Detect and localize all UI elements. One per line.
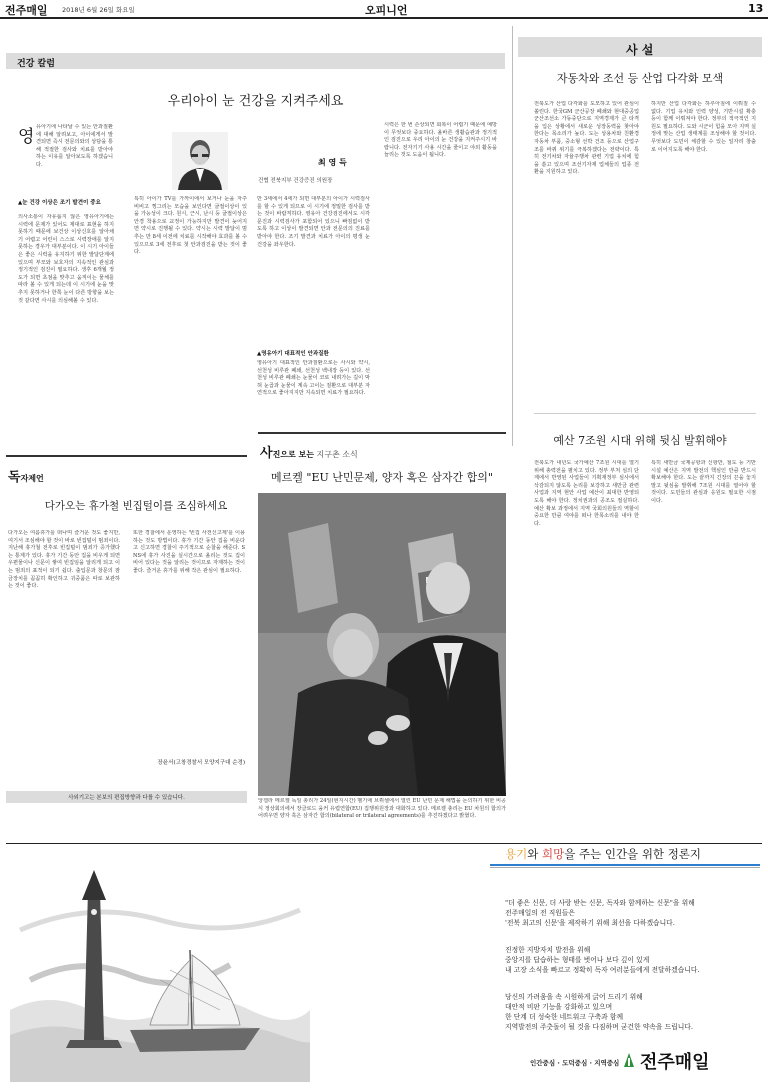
health-column-lead: 유아기에 나타날 수 있는 안과질환에 대해 알려보고, 아이에게서 발견되면 즉시 전문의와의 상담을 통해 적절한 검사와 치료를 받아야 하는 이유를 알아보도록 하겠습니다. [36, 124, 113, 168]
health-column-body-5: 시력은 한 번 손상되면 회복이 어렵기 때문에 예방이 무엇보다 중요하다. 올바른 생활습관과 정기적인 검진으로 우리 아이의 눈 건강을 지켜주시기 바랍니다. 전자기기 사용 시간을 줄이고 야외 활동을 늘리는 것도 도움이 됩니다. [384, 122, 497, 159]
campaign-p2-line-2: 중앙지를 답습하는 형태를 벗어나 보다 깊이 있게 [505, 956, 650, 964]
editorial-title-2: 예산 7조원 시대 위해 뒷심 발휘해야 [553, 434, 727, 447]
campaign-title-hui: 희망 [541, 847, 565, 861]
health-column-label: 건강 칼럼 [17, 59, 55, 69]
campaign-title-yong: 용기 [505, 847, 528, 861]
health-column-dropcap: 영 [18, 127, 35, 147]
dokja-top-rule [6, 455, 247, 457]
dokja-title: 다가오는 휴가철 빈집털이를 조심하세요 [44, 500, 228, 512]
editorial-2-col-1: 전북도가 내년도 국가예산 7조원 시대를 열기 위해 총력전을 펼치고 있다. 정부 부처 심의 단계에서 반영된 사업들이 기획재정부 심사에서 삭감되지 않도록 논리를 보강하고 새만금 관련 사업과 지역 현안 사업 예산이 최대한 반영되도록 해야 한다. 정치권과의 공조도 절실하다. 예산 확보 과정에서 지역 국회의원들의 역할이 중요한 만큼 여야를 떠나 한목소리를 내야 한다. [534, 460, 639, 527]
masthead [0, 0, 768, 16]
health-column-author: 최 영 득 [318, 158, 347, 167]
photo-label-big: 사 [260, 446, 273, 461]
masthead-paper-name: 전주매일 [5, 4, 48, 17]
author-photo [172, 132, 228, 190]
photo-news-title: 메르켈 "EU 난민문제, 양자 혹은 삼자간 합의" [271, 471, 493, 484]
editorial-1-col-2: 하지만 산업 다각화는 하루아침에 이뤄질 수 없다. 기업 유치와 인력 양성, 기반시설 확충 등이 함께 이뤄져야 한다. 정부의 적극적인 지원도 필요하다. 도와 시군이 힘을 모아 지역 실정에 맞는 산업 생태계를 조성해야 할 것이다. 무엇보다 도민이 체감할 수 있는 일자리 창출로 이어지도록 해야 한다. [651, 101, 756, 153]
news-photo [258, 493, 506, 796]
editorial-2-col-2: 특히 새만금 국제공항과 신항만, 철도 등 기반시설 예산은 지역 발전의 핵심인 만큼 반드시 확보해야 한다. 도는 끝까지 긴장의 끈을 놓지 말고 뒷심을 발휘해 7조원 시대를 열어야 할 것이다. 도민들의 관심과 응원도 필요한 시점이다. [651, 460, 756, 504]
dokja-label-big: 독 [8, 470, 21, 485]
campaign-slogan: 인간중심 · 도덕중심 · 지역중심 [530, 1059, 620, 1067]
editorial-divider [512, 26, 513, 446]
campaign-p1-line-3: '전북 최고의 신문'을 제작하기 위해 최선을 다하겠습니다. [505, 919, 675, 927]
editorial-label: 사 설 [626, 43, 654, 57]
photo-news-heading [260, 442, 358, 461]
campaign-paragraph-1 [505, 898, 695, 928]
campaign-paragraph-2 [505, 945, 700, 975]
campaign-p3-line-4: 지역발전의 주춧돌이 될 것을 다짐하며 굳건한 약속을 드립니다. [505, 1023, 693, 1031]
editorial-1-col-1: 전북도가 산업 다각화를 도모하고 있어 관심이 쏠린다. 한국GM 군산공장 폐쇄와 현대중공업 군산조선소 가동중단으로 지역경제가 큰 타격을 입은 상황에서 새로운 성장동력을 찾아야 한다는 목소리가 높다. 도는 상용차와 친환경 자동차 부품, 중소형 선박 건조 등으로 산업구조를 바꿔 위기를 극복하겠다는 전략이다. 특히 전기차와 자율주행차 관련 기업 유치에 힘을 쏟고 있으며 조선기자재 업체들의 업종 전환을 지원하고 있다. [534, 101, 639, 176]
campaign-top-rule [6, 843, 762, 844]
dokja-col-2: 또한 경찰에서 운영하는 '빈집 사전신고제'를 이용하는 것도 방법이다. 휴가 기간 동안 집을 비운다고 신고하면 경찰이 주기적으로 순찰을 해준다. SNS에 휴가 사진을 실시간으로 올리는 것도 집이 비어 있다는 것을 알리는 것이므로 자제하는 것이 좋다. 즐거운 휴가를 위해 작은 관심이 필요하다. [133, 530, 245, 574]
masthead-rule [0, 17, 768, 19]
health-column-body-1: 의사소통이 자유롭지 않은 영유아기에는 시력에 문제가 있어도 제대로 표현을 하지 못하기 때문에 보건상 이상신호를 알아채기 어렵고 어린이 스스로 시력장애를 알지 못하는 경우가 대부분이다. 이 시기 아이들은 좋은 시력을 유지하기 위한 발달단계에 있으며 부모와 보호자의 지속적인 관심과 정기적인 검진이 필요하다. 생후 6개월 정도가 되면 초점을 맞추고 움직이는 물체를 따라 볼 수 있게 되는데 이 시기에 눈을 맞추지 못하거나 한쪽 눈이 다른 방향을 보는 것 같다면 사시를 의심해볼 수 있다. [18, 214, 114, 304]
campaign-title-rest: 을 주는 인간을 위한 정론지 [564, 847, 702, 861]
campaign-p1-line-1: "더 좋은 신문, 더 사랑 받는 신문, 독자와 함께하는 신문"을 위해 [505, 899, 695, 907]
campaign-paragraph-3 [505, 992, 693, 1032]
campaign-title-rule-gray [490, 867, 760, 868]
dokja-label-rest: 자제언 [20, 473, 44, 483]
dokja-col-1: 다가오는 여름휴가를 떠나며 즐거운 것도 좋지만, 여기서 조심해야 할 것이 바로 빈집털이 범죄이다. 지난해 휴가철 전후로 빈집털이 범죄가 증가했다는 통계가 있다. 휴가 기간 동안 집을 비우게 되면 우편물이나 신문이 쌓여 빈집임을 알리게 되고 이는 범죄의 표적이 되기 쉽다. 출입문과 창문의 잠금장치를 꼼꼼히 확인하고 귀중품은 따로 보관하는 것이 좋다. [8, 530, 120, 590]
campaign-title [505, 846, 701, 862]
editorial-rule [534, 413, 756, 414]
campaign-illustration [10, 860, 310, 1082]
campaign-p2-line-1: 진정한 지방자치 발전을 위해 [505, 946, 591, 954]
dokja-byline: 장윤서(고창경찰서 모양지구대 순경) [157, 760, 245, 766]
health-column-title: 우리아이 눈 건강을 지켜주세요 [167, 94, 344, 109]
campaign-p2-line-3: 내 고장 소식을 빠르고 정확히 독자 여러분들에게 전달하겠습니다. [505, 966, 700, 974]
dokja-footer: 사외기고는 본보의 편집방향과 다를 수 있습니다. [68, 795, 185, 801]
campaign-p3-line-2: 대안적 비판 기능을 강화하고 있으며 [505, 1003, 613, 1011]
health-column-subhead-1: ▲눈 건강 이상은 조기 발견이 중요 [18, 200, 101, 206]
photo-top-rule [258, 432, 506, 434]
photo-news-caption: 앙겔라 메르켈 독일 총리가 24일(현지시간) 벨기에 브뤼셀에서 열린 EU 난민 문제 해법을 논의하기 위한 비공식 정상회의에서 장클로드 융커 유럽연합(EU) 집행위원장과 대화하고 있다. 메르켈 총리는 EU 차원의 합의가 어려우면 양자 혹은 삼자간 합의(bilateral or trilateral agreements)를 추진하겠다고 밝혔다. [258, 798, 506, 820]
health-column-subhead-2: ▲영유아기 대표적인 안과질환 [257, 351, 329, 357]
campaign-title-rule-blue [490, 864, 760, 866]
editorial-title-1: 자동차와 조선 등 산업 다각화 모색 [556, 72, 724, 85]
logo-mark-icon [623, 1052, 635, 1072]
photo-label-mid: 진으로 보는 [272, 449, 314, 459]
campaign-p1-line-2: 전주매일의 전 직원들은 [505, 909, 575, 917]
health-column-affiliation: 건협 전북지부 건강증진 의원장 [258, 178, 333, 184]
health-column-lead-cont [18, 148, 113, 192]
campaign-logo: 전주매일 [640, 1052, 710, 1073]
health-column-body-3: 만 3세에서 4세가 되면 대부분의 아이가 시력검사를 할 수 있게 되므로 이 시기에 정밀한 검사를 받는 것이 바람직하다. 영유아 건강검진에서도 시각 문진과 시력검사가 포함되어 있으니 빠짐없이 받도록 하고 이상이 발견되면 안과 전문의의 진료를 받아야 한다. 조기 발견과 치료가 아이의 평생 눈 건강을 좌우한다. [257, 196, 370, 248]
photo-label-rest: 지구촌 소식 [314, 450, 358, 459]
campaign-p3-line-1: 당신의 가려움을 속 시원하게 긁어 드리기 위해 [505, 993, 643, 1001]
masthead-page-number: 13 [748, 2, 764, 15]
masthead-section: 오피니언 [365, 4, 408, 17]
health-column-body-4: 영유아기 대표적인 안과질환으로는 사시와 약시, 선천성 비루관 폐쇄, 선천성 백내장 등이 있다. 선천성 비루관 폐쇄는 눈물이 코로 내려가는 길이 막혀 눈곱과 눈물이 계속 고이는 질환으로 대부분 자연적으로 좋아지지만 지속되면 치료가 필요하다. [257, 360, 370, 397]
dokja-heading [8, 466, 44, 485]
health-column-body-2: 특히 아이가 TV를 가까이에서 보거나 눈을 자주 비비고 찡그리는 모습을 보인다면 굴절이상이 있을 가능성이 크다. 원시, 근시, 난시 등 굴절이상은 안경 착용으로 교정이 가능하지만 발견이 늦어지면 약시로 진행될 수 있다. 약시는 시력 발달이 멈추는 만 8세 이전에 치료를 시작해야 효과를 볼 수 있으므로 3세 전후로 첫 안과검진을 받는 것이 좋다. [134, 196, 247, 256]
campaign-title-wa: 와 [527, 847, 542, 861]
campaign-p3-line-3: 한 단계 더 성숙한 네트워크 구축과 함께 [505, 1013, 624, 1021]
masthead-date: 2018년 6월 26일 화요일 [62, 6, 135, 14]
health-column-band [6, 53, 505, 69]
